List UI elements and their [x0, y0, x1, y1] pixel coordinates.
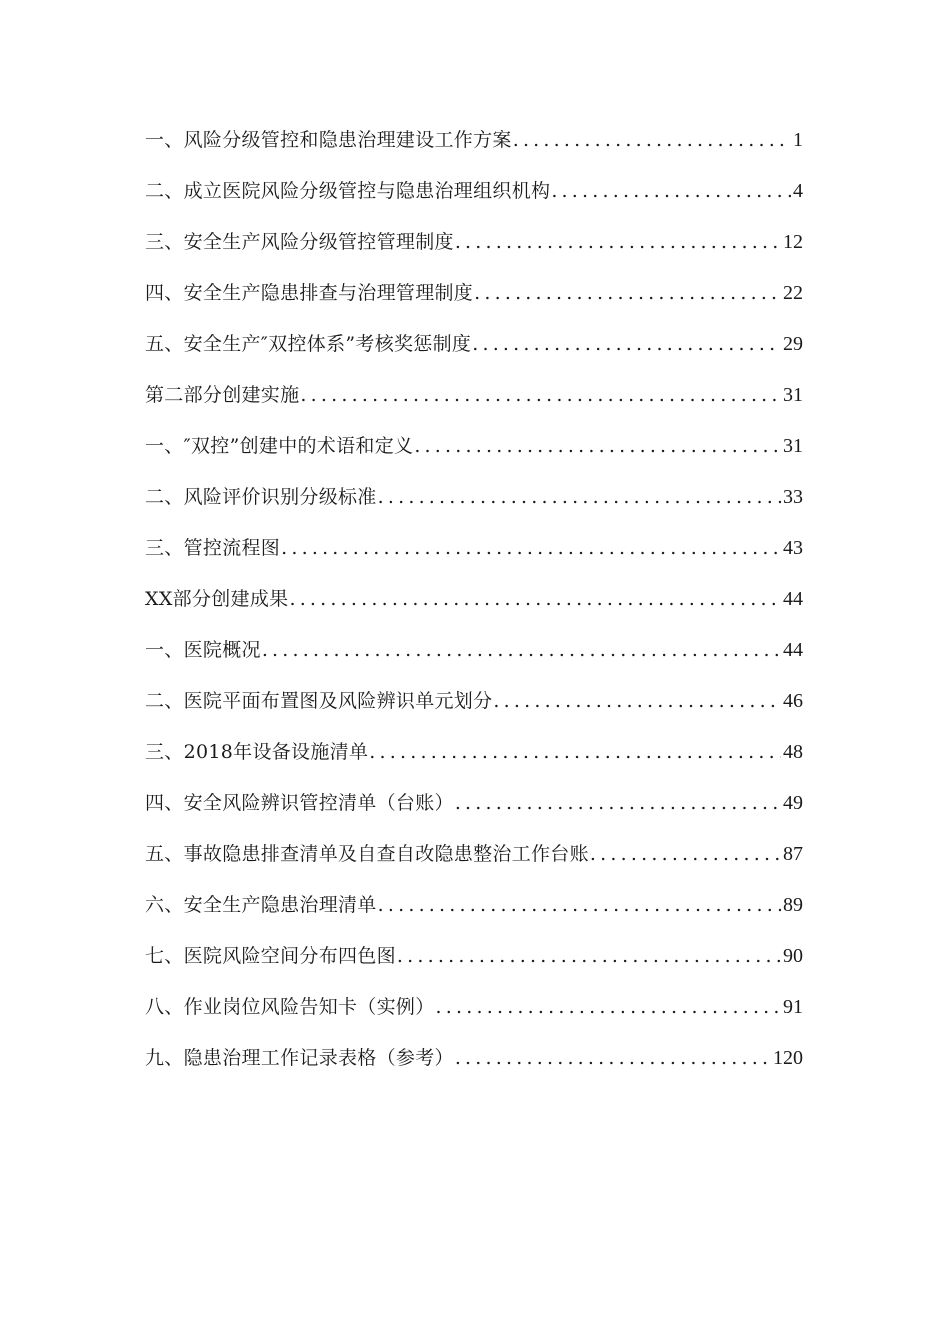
toc-entry[interactable] [145, 479, 803, 530]
toc-dot-leader [513, 122, 791, 158]
toc-entry-title: 一、风险分级管控和隐患治理建设工作方案 [145, 129, 512, 151]
toc-entry-page: 22 [783, 282, 803, 304]
toc-dot-leader [378, 479, 781, 515]
toc-dot-leader [369, 734, 781, 770]
toc-dot-leader [455, 1040, 771, 1076]
toc-entry[interactable] [145, 530, 803, 581]
toc-entry-title: 二、医院平面布置图及风险辨识单元划分 [145, 690, 493, 712]
toc-entry-page: 91 [783, 996, 803, 1018]
toc-entry-title: 八、作业岗位风险告知卡（实例） [145, 996, 435, 1018]
toc-entry-title: 五、安全生产″双控体系”考核奖惩制度 [145, 333, 472, 355]
toc-entry[interactable] [145, 1040, 803, 1091]
toc-entry-title: 四、安全风险辨识管控清单（台账） [145, 792, 454, 814]
table-of-contents [145, 122, 803, 1091]
toc-entry[interactable] [145, 938, 803, 989]
toc-entry-page: 44 [783, 639, 803, 661]
toc-entry-title: 二、风险评价识别分级标准 [145, 486, 377, 508]
toc-entry-title: 九、隐患治理工作记录表格（参考） [145, 1047, 454, 1069]
toc-entry-page: 33 [783, 486, 803, 508]
toc-entry-title: 五、事故隐患排查清单及自查自改隐患整治工作台账 [145, 843, 589, 865]
toc-entry-page: 89 [783, 894, 803, 916]
toc-entry-page: 120 [773, 1047, 803, 1069]
toc-entry-page: 43 [783, 537, 803, 559]
toc-entry-page: 48 [783, 741, 803, 763]
toc-entry-page: 31 [783, 384, 803, 406]
toc-entry-title: 二、成立医院风险分级管控与隐患治理组织机构 [145, 180, 551, 202]
toc-entry-title: 三、2018年设备设施清单 [145, 741, 369, 763]
toc-entry-page: 44 [783, 588, 803, 610]
toc-dot-leader [289, 581, 781, 617]
toc-entry-title: 三、安全生产风险分级管控管理制度 [145, 231, 454, 253]
toc-entry[interactable] [145, 734, 803, 785]
toc-dot-leader [455, 224, 781, 260]
toc-entry[interactable] [145, 326, 803, 377]
toc-entry-page: 12 [783, 231, 803, 253]
toc-entry-page: 49 [783, 792, 803, 814]
toc-dot-leader [262, 632, 781, 668]
toc-dot-leader [378, 887, 781, 923]
toc-entry-title: 一、″双控”创建中的术语和定义 [145, 435, 414, 457]
toc-entry[interactable] [145, 122, 803, 173]
toc-dot-leader [493, 683, 781, 719]
toc-dot-leader [551, 173, 791, 209]
toc-entry-title: 七、医院风险空间分布四色图 [145, 945, 396, 967]
toc-entry[interactable] [145, 275, 803, 326]
toc-dot-leader [590, 836, 781, 872]
toc-entry-title: 四、安全生产隐患排查与治理管理制度 [145, 282, 474, 304]
toc-entry-page: 87 [783, 843, 803, 865]
toc-entry-title: 第二部分创建实施 [145, 384, 300, 406]
toc-dot-leader [455, 785, 781, 821]
toc-entry-page: 29 [783, 333, 803, 355]
toc-entry-page: 90 [783, 945, 803, 967]
toc-entry-title: 一、医院概况 [145, 639, 261, 661]
toc-entry-page: 1 [793, 129, 803, 151]
toc-entry-title: 三、管控流程图 [145, 537, 281, 559]
toc-dot-leader [414, 428, 781, 464]
toc-entry-page: 4 [793, 180, 803, 202]
toc-dot-leader [474, 275, 781, 311]
toc-section-heading[interactable] [145, 581, 803, 632]
toc-entry[interactable] [145, 428, 803, 479]
toc-entry-title: XX部分创建成果 [145, 588, 289, 610]
toc-dot-leader [397, 938, 781, 974]
toc-entry[interactable] [145, 683, 803, 734]
toc-entry[interactable] [145, 173, 803, 224]
toc-entry[interactable] [145, 989, 803, 1040]
toc-section-heading[interactable] [145, 377, 803, 428]
toc-dot-leader [436, 989, 781, 1025]
toc-entry[interactable] [145, 887, 803, 938]
toc-dot-leader [281, 530, 781, 566]
toc-dot-leader [472, 326, 781, 362]
toc-dot-leader [300, 377, 781, 413]
toc-entry-page: 46 [783, 690, 803, 712]
toc-entry[interactable] [145, 836, 803, 887]
toc-entry-page: 31 [783, 435, 803, 457]
toc-entry[interactable] [145, 224, 803, 275]
toc-entry[interactable] [145, 785, 803, 836]
toc-entry[interactable] [145, 632, 803, 683]
toc-entry-title: 六、安全生产隐患治理清单 [145, 894, 377, 916]
